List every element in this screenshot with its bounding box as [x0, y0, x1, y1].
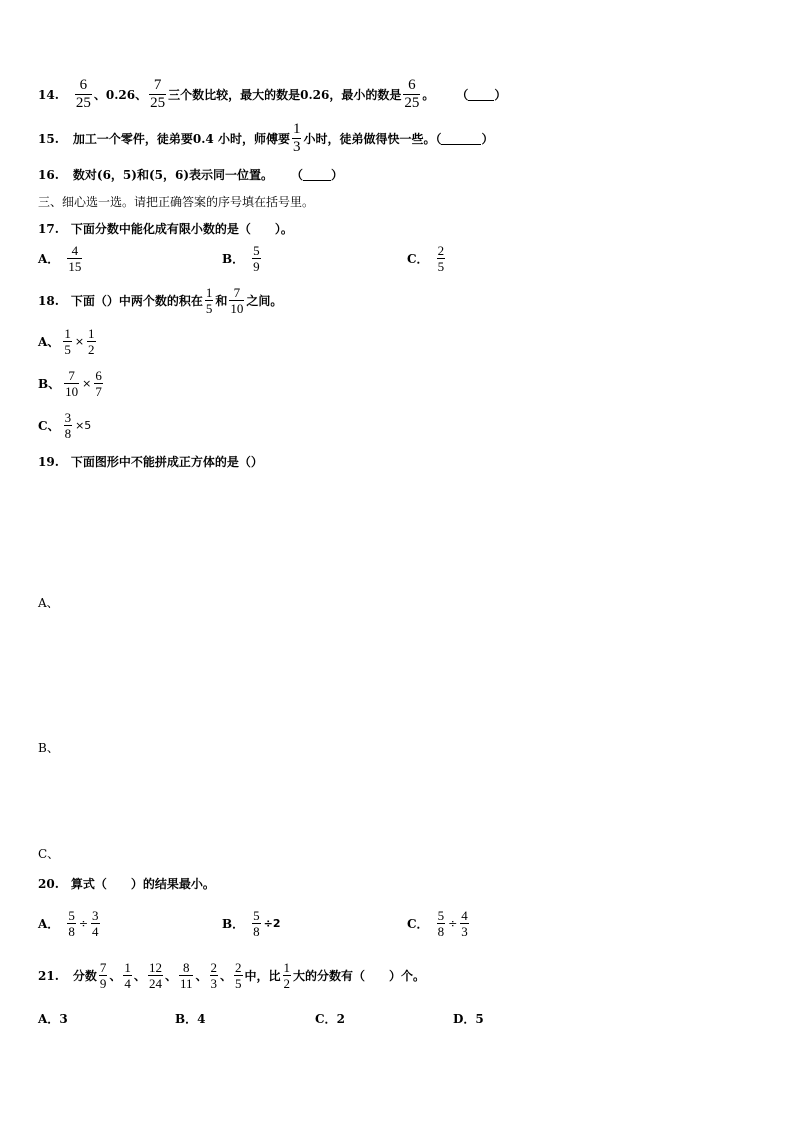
q15-text-1: 加工一个零件，徒弟要0.4 小时，师傅要: [72, 132, 290, 146]
question-19-stem: 19. 下面图形中不能拼成正方体的是（）: [38, 455, 263, 469]
question-21: 21. 分数 $\frac{7}{9}$ 、 $\frac{1}{4}$ 、 $\frac{12}{24}$ 、 $\frac{8}{11}$ 、 $\frac{2}{3}$ 、 $\frac{2}{5}$ 中，比 $\frac{1}{2}$ 大的分数有（ ）个。: [38, 960, 426, 991]
q16-paren-open: （: [291, 168, 304, 182]
q21-number: 21.: [38, 968, 59, 983]
q20-option-c[interactable]: C． $\frac{5}{8}$ ÷ $\frac{4}{3}$: [407, 908, 468, 939]
q18-option-b-fraction-2: $\frac{6}{7}$: [95, 368, 102, 399]
q15-text-2: 小时，徒弟做得快一些。（: [303, 132, 442, 146]
section-3-heading: 三、细心选一选。请把正确答案的序号填在括号里。: [38, 195, 315, 209]
q15-fraction: $\frac{1}{3}$: [292, 121, 301, 155]
q14-end: 。: [422, 88, 435, 102]
q20-option-b-fraction: $\frac{5}{8}$: [253, 908, 260, 939]
q14-separator: 、0.26、: [93, 88, 148, 102]
q20-option-c-fraction-1: $\frac{5}{8}$: [437, 908, 445, 939]
question-14: [38, 78, 506, 111]
q21-fraction-6: $\frac{2}{5}$: [235, 960, 242, 991]
q21-fraction-5: $\frac{2}{3}$: [210, 960, 217, 991]
q19-option-a[interactable]: A、: [38, 596, 59, 610]
q14-text: 三个数比较，最大的数是0.26，最小的数是: [168, 88, 402, 102]
question-16: [38, 166, 343, 183]
question-17-stem: 17. 下面分数中能化成有限小数的是（ ）。: [38, 222, 293, 236]
q21-fraction-3: $\frac{12}{24}$: [148, 960, 162, 991]
q21-half-fraction: $\frac{1}{2}$: [283, 960, 291, 991]
q16-paren-close: ）: [331, 168, 344, 182]
q20-option-a[interactable]: A． $\frac{5}{8}$ ÷ $\frac{3}{4}$: [38, 908, 99, 939]
q14-fraction-3: $\frac{6}{25}$: [404, 77, 420, 111]
q18-option-c[interactable]: C、 $\frac{3}{8}$ ×5: [38, 410, 92, 441]
q14-fraction-2: $\frac{7}{25}$: [150, 77, 166, 111]
q20-option-a-fraction-1: $\frac{5}{8}$: [68, 908, 75, 939]
question-15: [38, 122, 493, 155]
q21-fraction-1: $\frac{7}{9}$: [99, 960, 107, 991]
q18-stem-fraction-1: $\frac{1}{5}$: [205, 285, 213, 316]
q18-option-c-fraction: $\frac{3}{8}$: [64, 410, 72, 441]
q17-option-b-fraction: $\frac{5}{9}$: [253, 243, 260, 274]
q19-option-c[interactable]: C、: [38, 847, 60, 861]
q21-option-b[interactable]: B． 4: [175, 1011, 206, 1026]
q15-number: 15.: [38, 131, 59, 146]
q14-paren-open: （: [456, 88, 469, 102]
q14-paren-close: ）: [494, 88, 507, 102]
q18-option-a-fraction-1: $\frac{1}{5}$: [64, 326, 71, 357]
q17-option-a[interactable]: A． $\frac{4}{15}$: [38, 243, 82, 274]
q16-text: 数对(6，5)和(5，6)表示同一位置。: [72, 168, 274, 182]
q18-option-a[interactable]: A、 $\frac{1}{5}$ × $\frac{1}{2}$: [38, 326, 95, 357]
question-18-stem: 18. 下面（）中两个数的积在 $\frac{1}{5}$ 和 $\frac{7}{10}$ 之间。: [38, 285, 283, 316]
q21-fraction-2: $\frac{1}{4}$: [124, 960, 131, 991]
q14-answer-blank[interactable]: [468, 88, 494, 101]
q20-option-a-fraction-2: $\frac{3}{4}$: [92, 908, 99, 939]
q20-option-c-fraction-2: $\frac{4}{3}$: [461, 908, 468, 939]
q18-option-a-fraction-2: $\frac{1}{2}$: [88, 326, 95, 357]
q21-option-c[interactable]: C． 2: [315, 1011, 345, 1026]
q18-option-b[interactable]: B、 $\frac{7}{10}$ × $\frac{6}{7}$: [38, 368, 102, 399]
q15-answer-blank[interactable]: [441, 132, 481, 145]
q16-answer-blank[interactable]: [303, 168, 331, 181]
question-20-stem: 20. 算式（ ）的结果最小。: [38, 877, 215, 891]
q18-stem-fraction-2: $\frac{7}{10}$: [230, 285, 244, 316]
q16-number: 16.: [38, 167, 59, 182]
q17-option-c[interactable]: C． $\frac{2}{5}$: [407, 243, 445, 274]
q18-option-b-fraction-1: $\frac{7}{10}$: [65, 368, 79, 399]
q20-option-b[interactable]: B． $\frac{5}{8}$ ÷2: [222, 908, 281, 939]
q14-fraction-1: $\frac{6}{25}$: [75, 77, 91, 111]
q19-option-b[interactable]: B、: [38, 741, 59, 755]
q17-option-a-fraction: $\frac{4}{15}$: [68, 243, 82, 274]
q21-option-a[interactable]: A． 3: [38, 1011, 68, 1026]
q15-paren-close: ）: [481, 132, 494, 146]
q21-option-d[interactable]: D． 5: [453, 1011, 484, 1026]
q17-option-c-fraction: $\frac{2}{5}$: [437, 243, 445, 274]
q14-number: 14.: [38, 87, 59, 102]
q21-fraction-4: $\frac{8}{11}$: [179, 960, 193, 991]
q17-option-b[interactable]: B． $\frac{5}{9}$: [222, 243, 260, 274]
